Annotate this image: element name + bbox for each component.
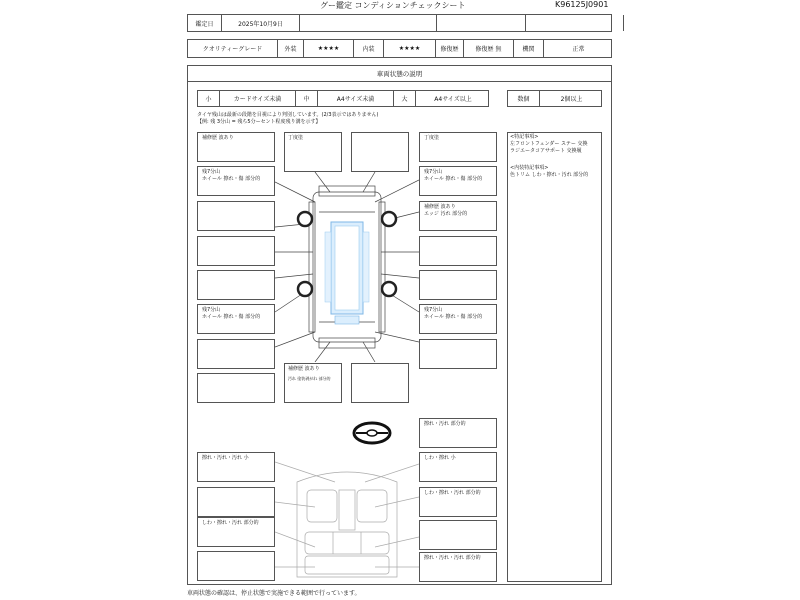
box-interior-left-4 <box>197 551 275 581</box>
equipment-label: 機関 <box>514 40 544 57</box>
date-row <box>187 14 612 32</box>
count-value: 2個以上 <box>560 96 583 103</box>
interior-remarks-line-1: 色トリム しわ・擦れ・汚れ 部分的 <box>510 172 589 178</box>
box-right-7 <box>419 339 497 369</box>
size-medium-desc: A4サイズ未満 <box>318 91 394 106</box>
quality-grade-label: クオリティーグレード <box>188 40 278 57</box>
car-interior-diagram <box>275 452 419 582</box>
reinspection-date-value <box>436 14 526 32</box>
box-bottom-center-1: 補修歴 波あり 汚れ 塗装剥がれ 部分的 <box>284 363 342 403</box>
interior-remarks-heading: <内装特記事項> <box>510 165 549 171</box>
remarks-box <box>507 132 602 582</box>
inspection-date: 2025年10月9日 <box>222 15 300 31</box>
count-legend <box>507 90 602 107</box>
box-interior-right-3 <box>419 520 497 550</box>
box-right-3: 補修歴 波あり エッジ 汚れ 部分的 <box>419 201 497 231</box>
box-interior-left-1: 擦れ・汚れ・汚れ 小 <box>197 452 275 482</box>
exterior-stars: ★★★★ <box>304 40 354 57</box>
exterior-label: 外装 <box>278 40 304 57</box>
tire-note-2: 【例: 残 3分山 = 残ち5分ーセント程度残り溝を示す】 <box>197 119 321 125</box>
explanation-heading: 車両状態の説明 <box>376 69 423 78</box>
inspection-date-label: 鑑定日 <box>188 15 222 31</box>
box-left-6: 残7分山 ホイール 擦れ・傷 部分的 <box>197 304 275 334</box>
box-left-5 <box>197 270 275 300</box>
explanation-heading-row <box>187 65 612 82</box>
box-steering-note: 擦れ・汚れ 部分的 <box>419 418 497 448</box>
box-right-6: 残7分山 ホイール 擦れ・傷 部分的 <box>419 304 497 334</box>
box-right-4 <box>419 236 497 266</box>
interior-label: 内装 <box>354 40 384 57</box>
sheet-code: K96125J0901 <box>555 0 609 9</box>
footer-note: 車両状態の確認は、停止状態で実施できる範囲で行っています。 <box>187 590 361 597</box>
box-interior-right-1: しわ・擦れ 小 <box>419 452 497 482</box>
box-left-3 <box>197 201 275 231</box>
box-left-4 <box>197 236 275 266</box>
box-top-center-2 <box>351 132 409 172</box>
box-right-1: 丁度塗 <box>419 132 497 162</box>
box-left-2: 残7分山 ホイール 擦れ・傷 部分的 <box>197 166 275 196</box>
special-line-1: 左フロントフェンダー ステー 交換 <box>510 141 588 147</box>
size-medium: 中 <box>296 91 318 106</box>
repair-history-value: 修復歴 無 <box>464 40 514 57</box>
tire-note-1: タイヤ残山は最新の段階を目視により判別しています。(2/3表示ではありません) <box>197 112 379 118</box>
grade-row <box>187 39 612 58</box>
size-small: 小 <box>198 91 220 106</box>
special-heading: <特記事項> <box>510 134 539 140</box>
size-legend <box>197 90 489 107</box>
size-large: 大 <box>394 91 416 106</box>
special-line-2: ラジエータコアサポート 交換履 <box>510 148 582 154</box>
steering-wheel-icon <box>352 421 392 445</box>
size-small-desc: カードサイズ未満 <box>220 91 296 106</box>
box-top-center-1: 丁度塗 <box>284 132 342 172</box>
box-interior-left-3: しわ・擦れ・汚れ 部分的 <box>197 517 275 547</box>
box-left-1: 補修歴 波あり <box>197 132 275 162</box>
box-interior-right-2: しわ・擦れ・汚れ 部分的 <box>419 487 497 517</box>
sheet-title: グー鑑定 コンディションチェックシート <box>320 1 466 10</box>
box-right-2: 残7分山 ホイール 擦れ・傷 部分的 <box>419 166 497 196</box>
count-label: 数個 <box>508 91 540 106</box>
box-interior-left-2 <box>197 487 275 517</box>
box-left-7 <box>197 339 275 369</box>
repair-history-label: 修復歴 <box>436 40 464 57</box>
box-right-5 <box>419 270 497 300</box>
equipment-value: 正常 <box>572 46 585 53</box>
box-left-8 <box>197 373 275 403</box>
size-large-desc: A4サイズ以上 <box>434 96 472 103</box>
box-bottom-center-2 <box>351 363 409 403</box>
interior-stars: ★★★★ <box>384 40 436 57</box>
box-interior-right-4: 擦れ・汚れ・汚れ 部分的 <box>419 552 497 582</box>
car-exterior-diagram <box>275 172 419 362</box>
